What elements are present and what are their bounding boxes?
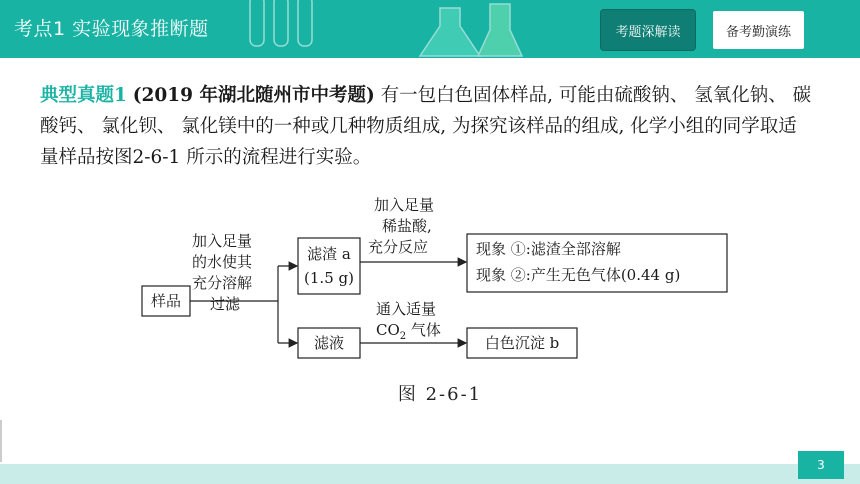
phenomenon-2: 现象 ②:产生无色气体(0.44 g) [476,266,681,284]
precipitate-label: 白色沉淀 b [484,334,560,352]
sample-label: 样品 [150,292,181,310]
figure-caption: 图 2-6-1 [397,384,483,405]
flow-diagram [130,190,750,415]
filtrate-label: 滤液 [313,334,344,352]
tab-practice-button[interactable]: 备考勤演练 [711,9,806,51]
tab-exam-analysis-button[interactable]: 考题深解读 [600,9,696,51]
page-number: 3 [798,451,844,479]
section-title: 考点1 实验现象推断题 [14,18,209,40]
step2-line3: 充分反应 [368,238,429,256]
step1-line4: 过滤 [210,295,241,313]
question-text: 有一包白色固体样品, 可能由硫酸钠、 氢氧化钠、 碳酸钙、 氯化钡、 氯化镁中的一种或几种物质组成, 为探究该样品的组成, 化学小组的同学取适量样品按图2-6-1 所示的流程进行实验。 [40,85,812,168]
step3-line2 [376,321,441,346]
question-paragraph [40,80,815,173]
question-source: (2019 年湖北随州市中考题) [132,85,375,106]
step2-line2: 稀盐酸, [382,217,432,235]
flask-decoration-icon [240,0,560,58]
step1-line3: 充分溶解 [192,274,253,292]
step3-gas: 气体 [406,321,441,339]
left-edge-mark [0,420,2,462]
footer-bar [0,464,860,484]
header-bar [0,0,860,58]
step1-line2: 的水使其 [192,253,253,271]
step3-line1: 通入适量 [376,300,437,318]
question-label: 典型真题1 [40,85,127,106]
step2-line1: 加入足量 [374,196,435,214]
residue-label: 滤渣 a [307,245,351,263]
step1-line1: 加入足量 [192,232,253,250]
residue-mass: (1.5 g) [304,269,354,287]
step3-co: CO [376,321,400,339]
phenomenon-1: 现象 ①:滤渣全部溶解 [476,240,621,258]
step3-subscript: 2 [399,331,407,342]
